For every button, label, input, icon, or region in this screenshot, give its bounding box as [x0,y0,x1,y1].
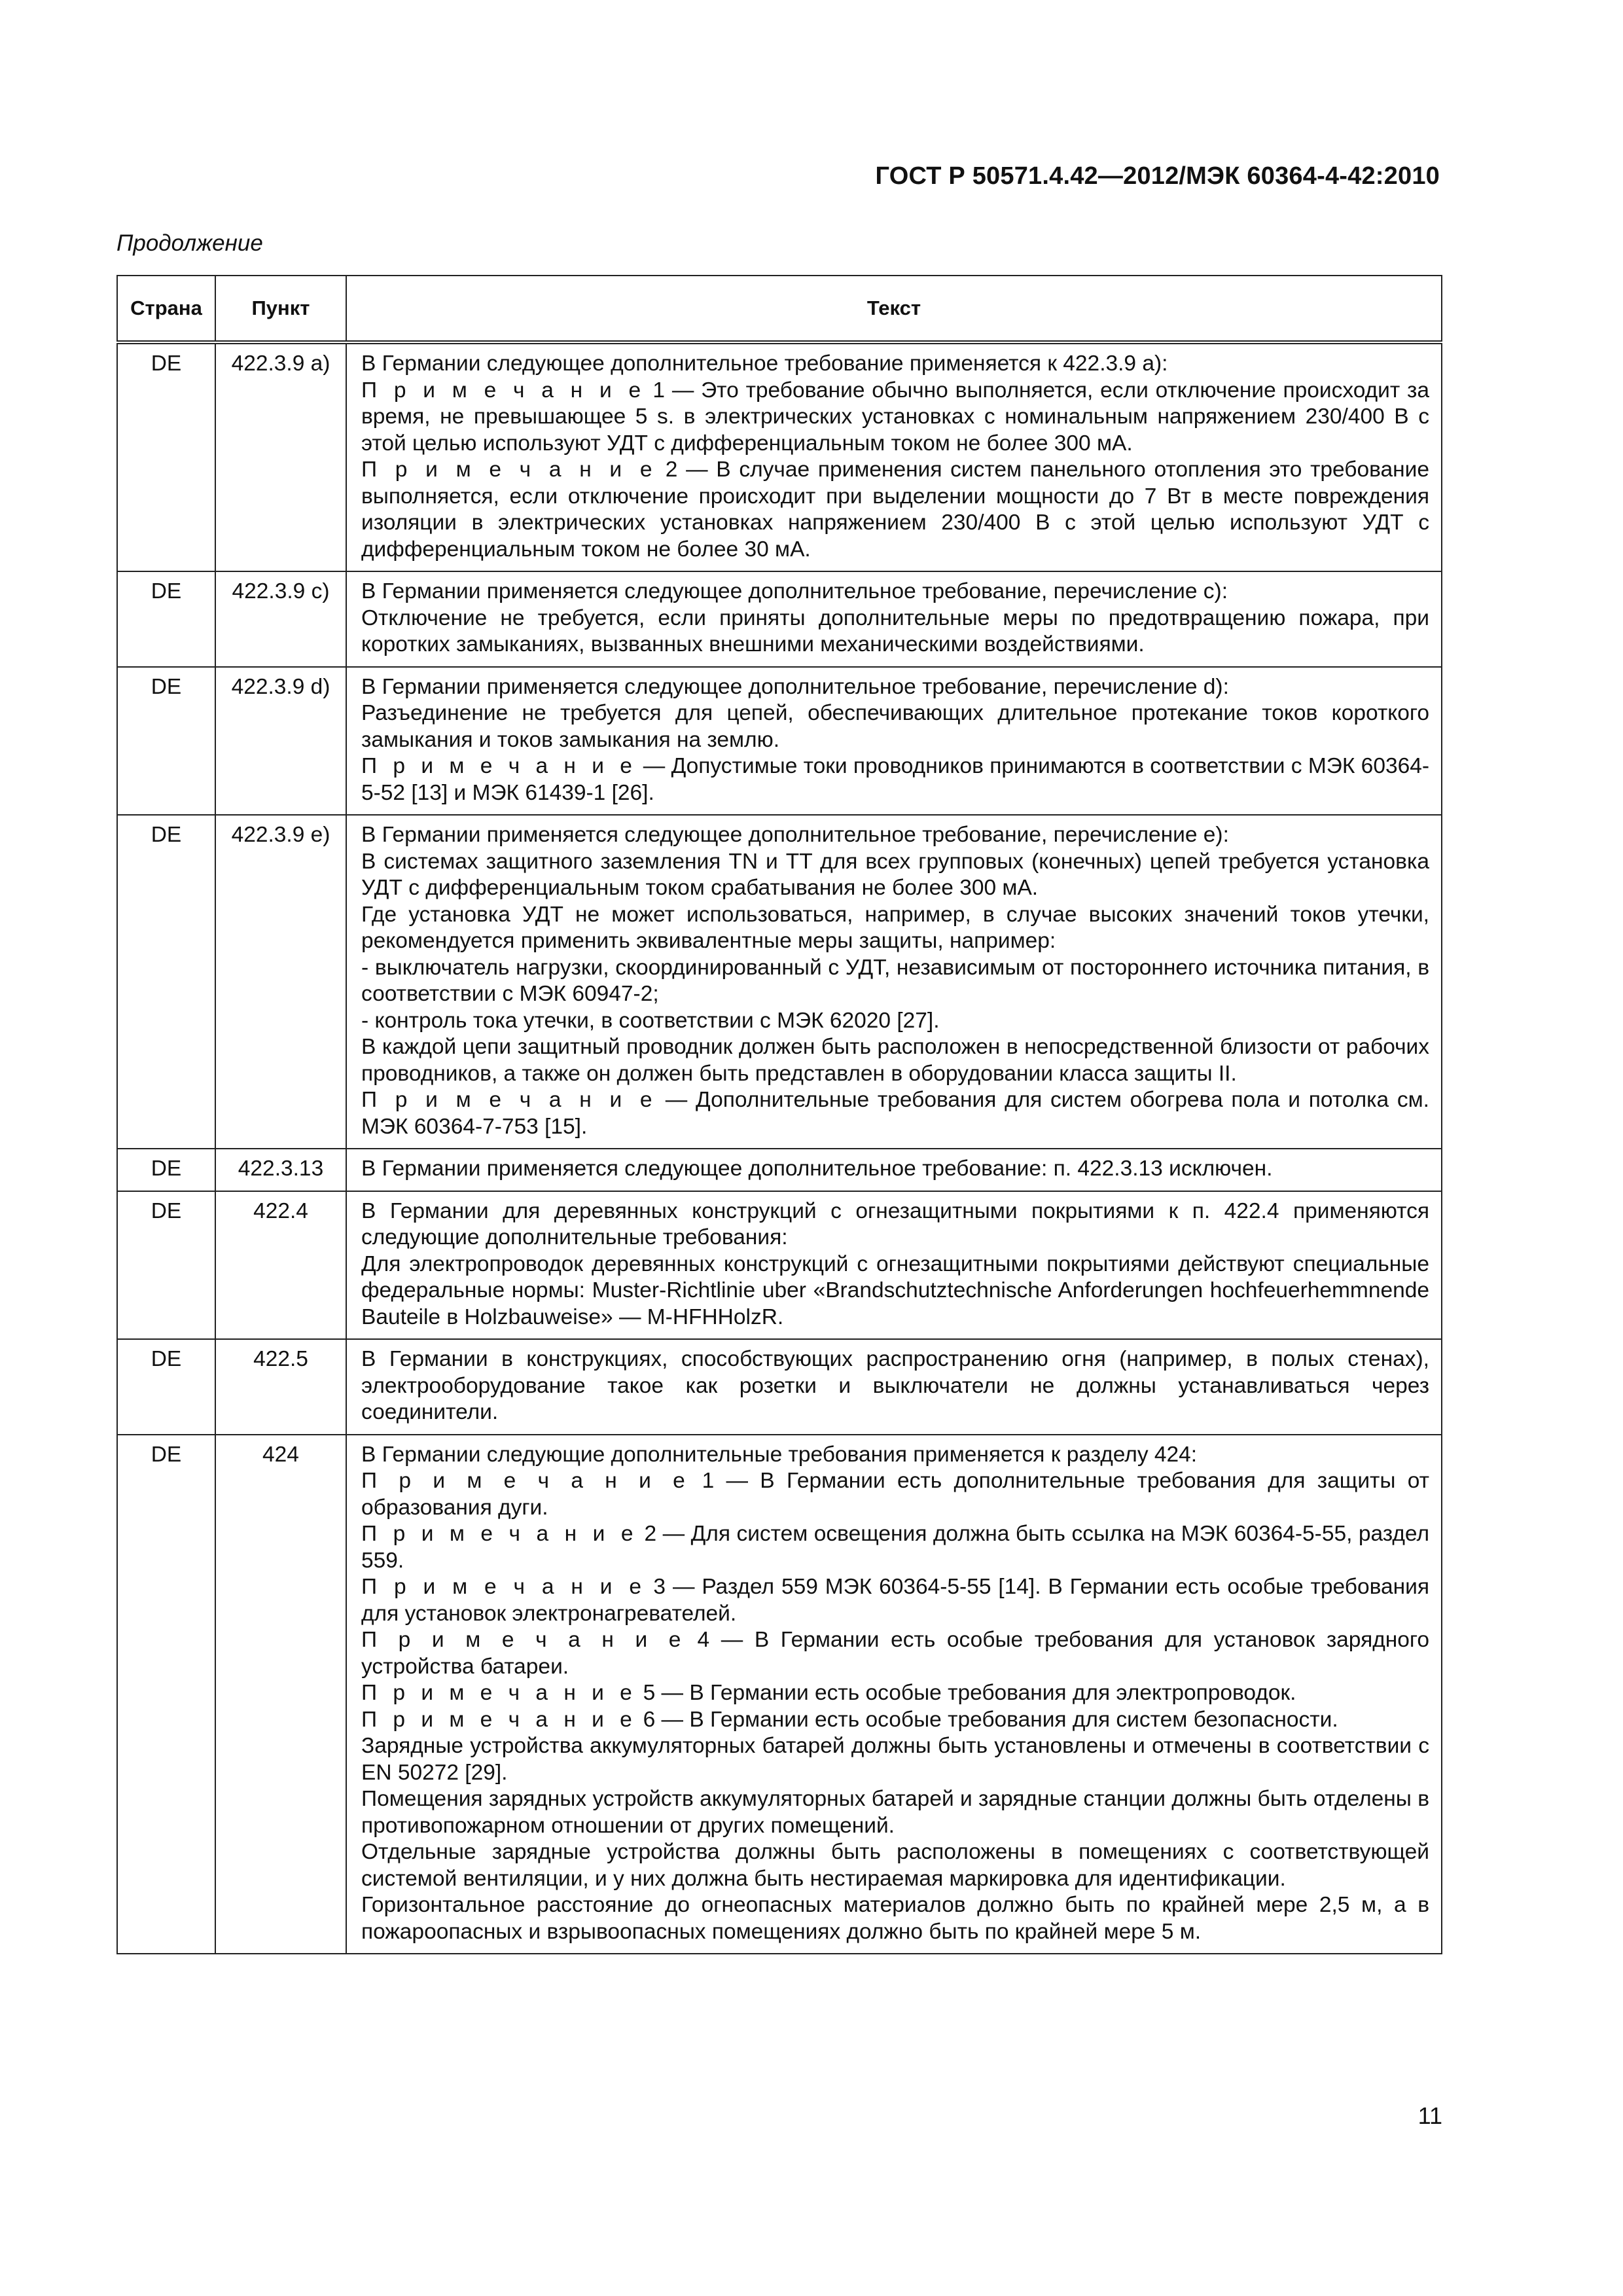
text-paragraph [361,1251,1429,1331]
point-cell: 422.3.13 [215,1149,346,1191]
point-cell: 422.3.9 е) [215,815,346,1149]
note-paragraph [361,1468,1429,1521]
note-label: П р и м е ч а н и е [361,1628,686,1652]
paragraph-text: В Германии применяется следующее дополнительное требование, перечисление е): [361,823,1229,847]
column-header-text: Текст [346,276,1442,342]
country-cell: DE [117,1149,215,1191]
text-paragraph [361,822,1429,849]
text-paragraph [361,1786,1429,1839]
text-paragraph [361,902,1429,955]
text-paragraph [361,674,1429,701]
table-row [117,342,1442,571]
text-paragraph [361,1442,1429,1469]
note-paragraph [361,1521,1429,1574]
paragraph-text: В Германии применяется следующее дополнительное требование, перечисление с): [361,579,1228,603]
country-cell: DE [117,667,215,816]
table-header-row [117,276,1442,342]
text-paragraph [361,605,1429,658]
column-header-point: Пункт [215,276,346,342]
note-label: П р и м е ч а н и е [361,1681,637,1705]
requirements-table [116,275,1442,1954]
note-paragraph [361,378,1429,457]
text-paragraph [361,955,1429,1008]
text-paragraph [361,351,1429,378]
paragraph-text: 6 — В Германии есть особые требования для систем безопасности. [637,1707,1338,1732]
text-cell [346,1339,1442,1435]
paragraph-text: В Германии в конструкциях, способствующих распространению огня (например, в полых стенах), электрооборудование такое как розетки и выключатели не должны устанавливаться через соединители. [361,1347,1429,1424]
note-paragraph [361,753,1429,806]
paragraph-text: В системах защитного заземления TN и TT для всех групповых (конечных) цепей требуется установка УДТ с дифференциальным током срабатывания не более 300 мА. [361,849,1429,900]
note-paragraph [361,1680,1429,1707]
text-paragraph [361,579,1429,605]
text-paragraph [361,1346,1429,1426]
paragraph-text: В Германии следующее дополнительное требование применяется к 422.3.9 а): [361,351,1168,376]
table-row [117,1191,1442,1340]
text-cell [346,571,1442,667]
text-paragraph [361,1198,1429,1251]
paragraph-text: 1 — Это требование обычно выполняется, если отключение происходит за время, не превышающее 5 s. в электрических установках с номинальным напряжением 230/400 В с этой целью используют УДТ с дифференциальным током не более 300 мА. [361,378,1430,456]
text-paragraph [361,1034,1429,1087]
paragraph-text: Разъединение не требуется для цепей, обеспечивающих длительное протекание токов короткого замыкания и токов замыкания на землю. [361,701,1429,752]
text-paragraph [361,1008,1429,1035]
note-label: П р и м е ч а н и е [361,457,657,482]
continuation-label: Продолжение [116,230,263,256]
note-paragraph [361,1087,1429,1140]
note-paragraph [361,1627,1429,1680]
paragraph-text: - выключатель нагрузки, скоординированный с УДТ, независимым от постороннего источника питания, в соответствии с МЭК 60947-2; [361,955,1429,1006]
page-number: 11 [1418,2102,1442,2129]
paragraph-text: В Германии применяется следующее дополнительное требование, перечисление d): [361,674,1229,699]
note-label: П р и м е ч а н и е [361,754,637,778]
country-cell: DE [117,1191,215,1340]
paragraph-text: Горизонтальное расстояние до огнеопасных материалов должно быть по крайней мере 2,5 м, а в пожароопасных и взрывоопасных помещениях должно быть по крайней мере 5 м. [361,1893,1429,1944]
paragraph-text: - контроль тока утечки, в соответствии с МЭК 62020 [27]. [361,1008,940,1033]
table-row [117,667,1442,816]
point-cell: 422.3.9 d) [215,667,346,816]
note-paragraph [361,1574,1429,1627]
paragraph-text: — Дополнительные требования для систем обогрева пола и потолка см. МЭК 60364-7-753 [15]. [361,1088,1429,1139]
paragraph-text: В Германии применяется следующее дополнительное требование: п. 422.3.13 исключен. [361,1157,1273,1181]
note-label: П р и м е ч а н и е [361,1575,647,1599]
point-cell: 422.3.9 с) [215,571,346,667]
paragraph-text: — Допустимые токи проводников принимаются в соответствии с МЭК 60364-5-52 [13] и МЭК 61439-1 [26]. [361,754,1429,805]
note-label: П р и м е ч а н и е [361,1469,690,1493]
note-label: П р и м е ч а н и е [361,378,646,403]
table-row [117,815,1442,1149]
paragraph-text: 2 — Для систем освещения должна быть ссылка на МЭК 60364-5-55, раздел 559. [361,1522,1430,1573]
text-cell [346,815,1442,1149]
paragraph-text: 2 — В случае применения систем панельного отопления это требование выполняется, если отключение происходит при выделении мощности до 7 Вт в месте повреждения изоляции в электрических установках напряжением 230/400 В с этой целью используют УДТ с дифференциальным током не более 30 мА. [361,457,1430,562]
paragraph-text: 1 — В Германии есть дополнительные требования для защиты от образования дуги. [361,1469,1430,1520]
column-header-country: Страна [117,276,215,342]
paragraph-text: В каждой цепи защитный проводник должен быть расположен в непосредственной близости от рабочих проводников, а также он должен быть представлен в оборудовании класса защиты II. [361,1035,1429,1086]
paragraph-text: 5 — В Германии есть особые требования для электропроводок. [637,1681,1296,1705]
text-paragraph [361,1733,1429,1786]
paragraph-text: Отключение не требуется, если приняты дополнительные меры по предотвращению пожара, при коротких замыканиях, вызванных внешними механическими воздействиями. [361,605,1429,656]
text-paragraph [361,1156,1429,1183]
paragraph-text: Отдельные зарядные устройства должны быть расположены в помещениях с соответствующей системой вентиляции, и у них должна быть нестираемая маркировка для идентификации. [361,1840,1429,1891]
table-row [117,1435,1442,1954]
paragraph-text: В Германии для деревянных конструкций с огнезащитными покрытиями к п. 422.4 применяются следующие дополнительные требования: [361,1198,1429,1249]
country-cell: DE [117,815,215,1149]
text-cell [346,1435,1442,1954]
text-paragraph [361,700,1429,753]
point-cell: 422.4 [215,1191,346,1340]
paragraph-text: 4 — В Германии есть особые требования для установок зарядного устройства батареи. [361,1628,1429,1679]
paragraph-text: Для электропроводок деревянных конструкций с огнезащитными покрытиями действуют специальные федеральные нормы: Muster-Richtlinie uber «Brandschutztechnische Anforderungen hochfeuerhemmnende Bauteile в Holzbauweise» — M-HFHHolzR. [361,1251,1429,1329]
text-cell [346,1191,1442,1340]
table-row [117,1149,1442,1191]
text-paragraph [361,1892,1429,1945]
document-designation: ГОСТ Р 50571.4.42—2012/МЭК 60364-4-42:2010 [875,162,1440,190]
paragraph-text: Помещения зарядных устройств аккумуляторных батарей и зарядные станции должны быть отделены в противопожарном отношении от других помещений. [361,1787,1429,1838]
note-label: П р и м е ч а н и е [361,1088,658,1112]
text-paragraph [361,849,1429,902]
text-cell [346,342,1442,571]
paragraph-text: Где установка УДТ не может использоваться, например, в случае высоких значений токов утечки, рекомендуется применить эквивалентные меры защиты, например: [361,902,1429,953]
text-cell [346,1149,1442,1191]
country-cell: DE [117,1435,215,1954]
table-row [117,571,1442,667]
note-paragraph [361,1707,1429,1734]
country-cell: DE [117,1339,215,1435]
paragraph-text: 3 — Раздел 559 МЭК 60364-5-55 [14]. В Германии есть особые требования для установок электронагревателей. [361,1575,1430,1626]
country-cell: DE [117,342,215,571]
point-cell: 422.5 [215,1339,346,1435]
paragraph-text: Зарядные устройства аккумуляторных батарей должны быть установлены и отмечены в соответствии с EN 50272 [29]. [361,1734,1429,1785]
note-label: П р и м е ч а н и е [361,1707,637,1732]
table-row [117,1339,1442,1435]
point-cell: 422.3.9 а) [215,342,346,571]
note-paragraph [361,457,1429,563]
text-cell [346,667,1442,816]
text-paragraph [361,1839,1429,1892]
paragraph-text: В Германии следующие дополнительные требования применяется к разделу 424: [361,1442,1198,1467]
point-cell: 424 [215,1435,346,1954]
country-cell: DE [117,571,215,667]
note-label: П р и м е ч а н и е [361,1522,638,1546]
table-body [117,342,1442,1954]
